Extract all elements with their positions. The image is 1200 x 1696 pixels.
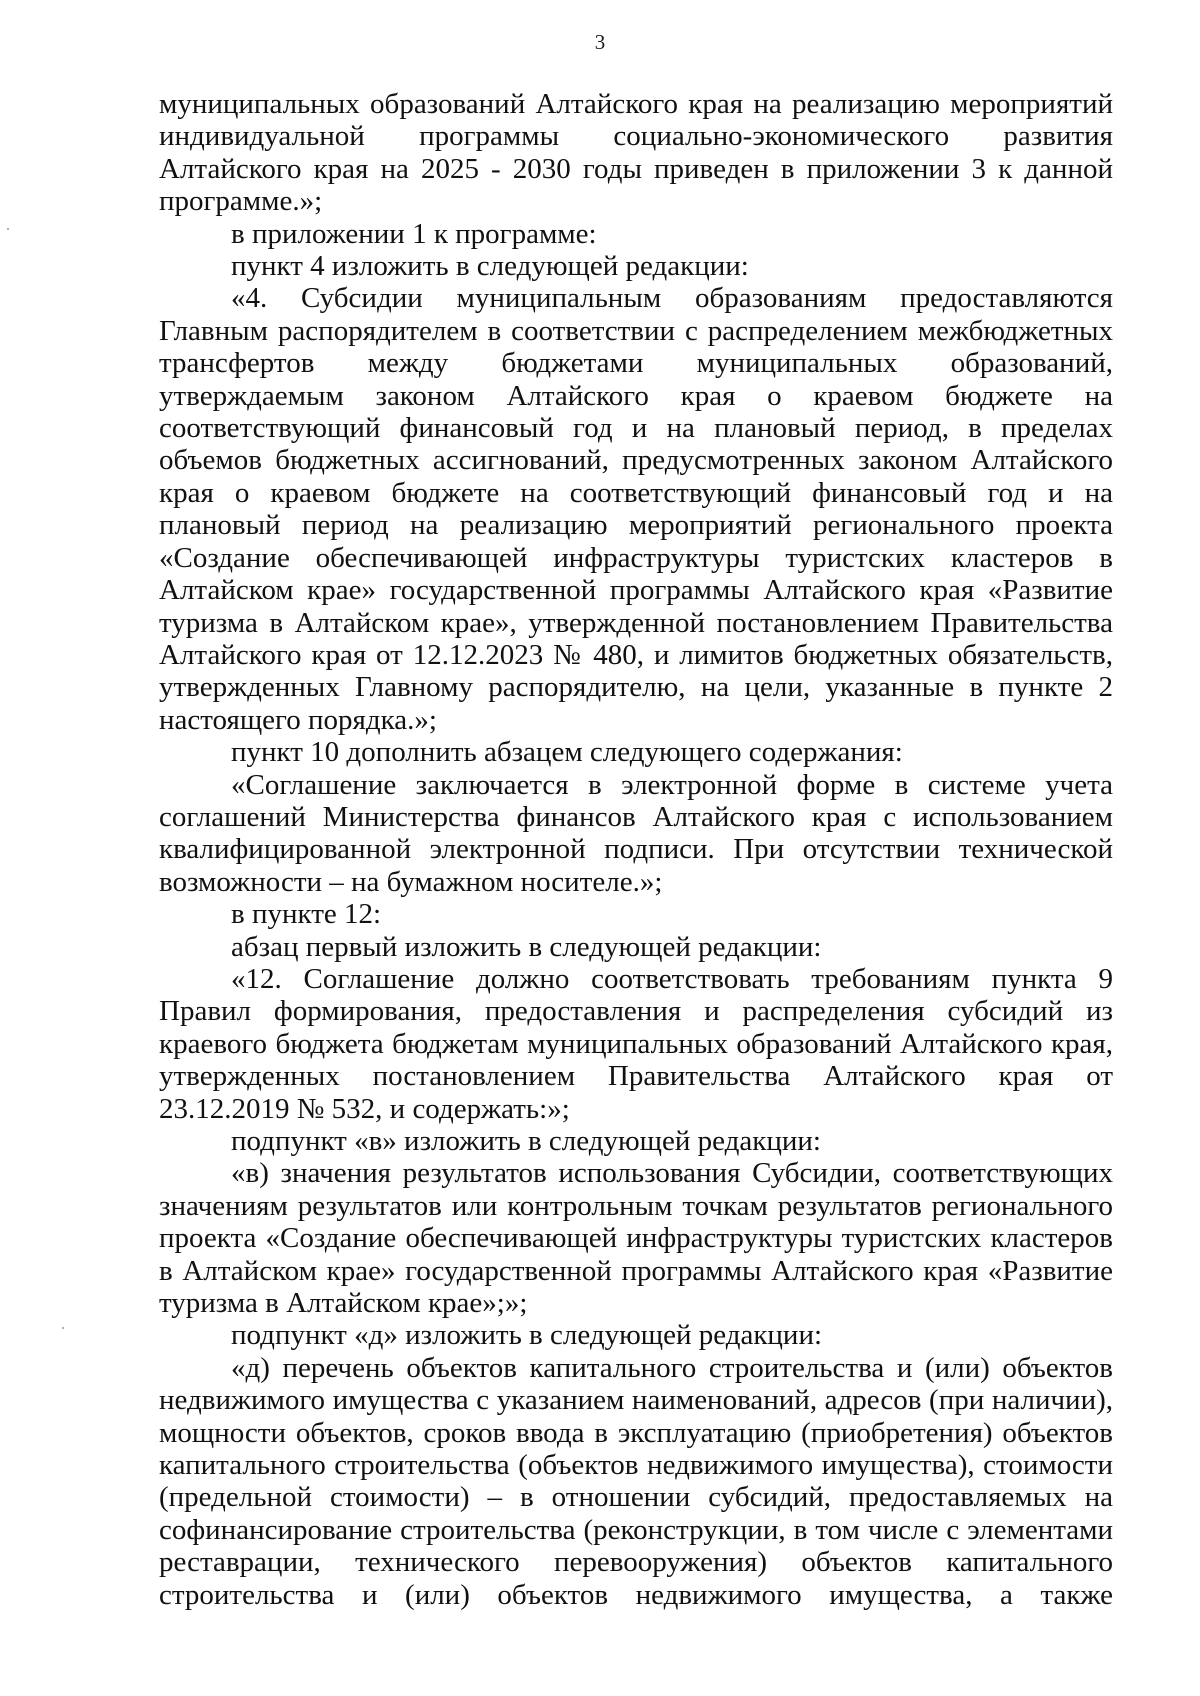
scan-speck (62, 1327, 64, 1329)
paragraph-item-12-text: «12. Соглашение должно соответствовать требованиям пункта 9 Правил формирования, предоставления и распределения субсидий из краевого бюджета бюджетам муниципальных образований Алтайского края, утвержденных постановлением Правительства Алтайского края от 23.12.2019 № 532, и содержать:»; (159, 962, 1113, 1125)
paragraph-subitem-d-text: «д) перечень объектов капитального строительства и (или) объектов недвижимого имущества с указанием наименований, адресов (при наличии), мощности объектов, сроков ввода в эксплуатацию (приобретения) объектов капитального строительства (объектов недвижимого имущества), стоимости (предельной стоимости) – в отношении субсидий, предоставляемых на софинансирование строительства (реконструкции, в том числе с элементами реставрации, технического перевооружения) объектов капитального строительства и (или) объектов недвижимого имущества, а также (159, 1351, 1113, 1611)
paragraph-appendix-1-intro: в приложении 1 к программе: (231, 217, 597, 250)
paragraph-item-10-instruction: пункт 10 дополнить абзацем следующего содержания: (231, 736, 903, 769)
paragraph-item-12-intro: в пункте 12: (231, 898, 382, 931)
document-body (159, 88, 1113, 1611)
paragraph-continuation: муниципальных образований Алтайского края на реализацию мероприятий индивидуальной программы социально-экономического развития Алтайского края на 2025 - 2030 годы приведен в приложении 3 к данной программе.»; (159, 88, 1113, 218)
page-number: 3 (594, 30, 606, 54)
paragraph-subitem-v-text: «в) значения результатов использования Субсидии, соответствующих значениям результатов или контрольным точкам результатов регионального проекта «Создание обеспечивающей инфраструктуры туристских кластеров в Алтайском крае» государственной программы Алтайского края «Развитие туризма в Алтайском крае»;»; (159, 1157, 1113, 1320)
paragraph-item-4-instruction: пункт 4 изложить в следующей редакции: (231, 250, 749, 283)
paragraph-item-10-text: «Соглашение заключается в электронной форме в системе учета соглашений Министерства финансов Алтайского края с использованием квалифицированной электронной подписи. При отсутствии технической возможности – на бумажном носителе.»; (159, 768, 1113, 898)
paragraph-item-4-text: «4. Субсидии муниципальным образованиям предоставляются Главным распорядителем в соответствии с распределением межбюджетных трансфертов между бюджетами муниципальных образований, утверждаемым законом Алтайского края о краевом бюджете на соответствующий финансовый год и на плановый период, в пределах объемов бюджетных ассигнований, предусмотренных законом Алтайского края о краевом бюджете на соответствующий финансовый год и на плановый период на реализацию мероприятий регионального проекта «Создание обеспечивающей инфраструктуры туристских кластеров в Алтайском крае» государственной программы Алтайского края «Развитие туризма в Алтайском крае», утвержденной постановлением Правительства Алтайского края от 12.12.2023 № 480, и лимитов бюджетных обязательств, утвержденных Главному распорядителю, на цели, указанные в пункте 2 настоящего порядка.»; (159, 282, 1113, 736)
paragraph-item-12-instruction: абзац первый изложить в следующей редакции: (231, 930, 822, 963)
paragraph-subitem-d-instruction: подпункт «д» изложить в следующей редакции: (231, 1319, 823, 1352)
scan-speck (7, 228, 9, 230)
paragraph-subitem-v-instruction: подпункт «в» изложить в следующей редакции: (231, 1125, 821, 1157)
